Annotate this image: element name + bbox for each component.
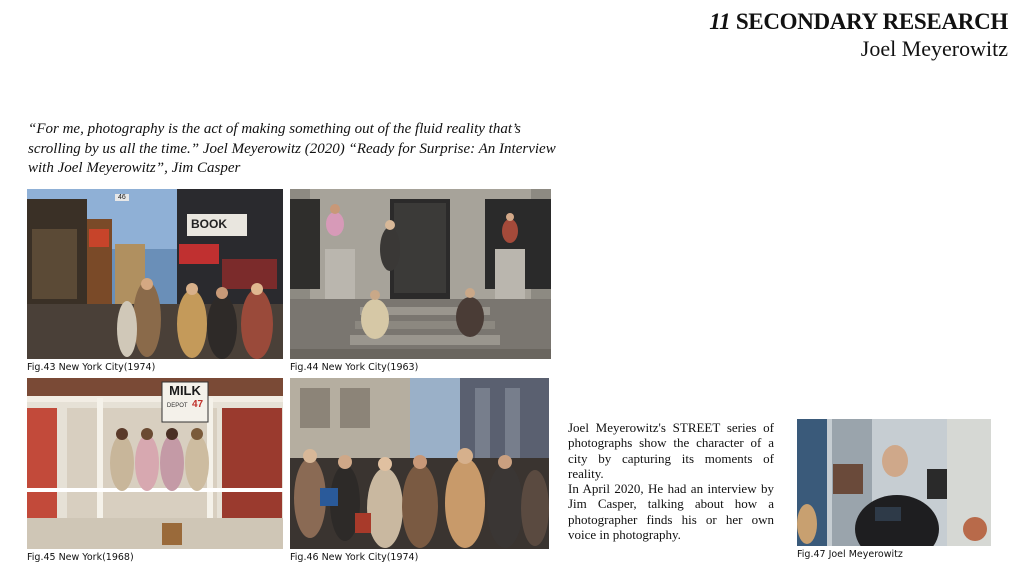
photo-fig47 (797, 419, 991, 546)
milk-sign-depot: DEPOT (166, 403, 188, 409)
caption-fig46: Fig.46 New York City(1974) (290, 552, 419, 563)
book-sign: BOOK (191, 217, 227, 231)
section-title (709, 8, 1008, 36)
section-number: 11 (709, 9, 731, 34)
photo-fig44 (290, 189, 551, 359)
photo-fig46 (290, 378, 549, 549)
milk-sign-title: MILK (169, 383, 201, 398)
artist-name: Joel Meyerowitz (860, 36, 1008, 61)
photo-fig43 (27, 189, 283, 359)
description-paragraph-2: In April 2020, He had an interview by Jim Casper, talking about how a photographer finds his or her own voice in photography. (568, 481, 774, 543)
photo-fig45 (27, 378, 283, 549)
description-text (568, 420, 774, 542)
caption-fig44: Fig.44 New York City(1963) (290, 362, 419, 373)
street-number-sign: 46 (115, 194, 129, 201)
caption-fig47: Fig.47 Joel Meyerowitz (797, 549, 903, 560)
description-paragraph-1: Joel Meyerowitz's STREET series of photographs show the character of a city by capturing its moments of reality. (568, 420, 774, 481)
section-title-text: SECONDARY RESEARCH (735, 9, 1008, 34)
caption-fig43: Fig.43 New York City(1974) (27, 362, 156, 373)
caption-fig45: Fig.45 New York(1968) (27, 552, 134, 563)
page-header (709, 8, 1008, 62)
milk-sign-number: 47 (192, 399, 204, 410)
quote-text: “For me, photography is the act of making something out of the fluid reality that’s scrolling by us all the time.” Joel Meyerowitz (2020) “Ready for Surprise: An Interview with Joel Meyerowitz”, Jim Casper (28, 121, 556, 176)
milk-sign (164, 384, 206, 411)
